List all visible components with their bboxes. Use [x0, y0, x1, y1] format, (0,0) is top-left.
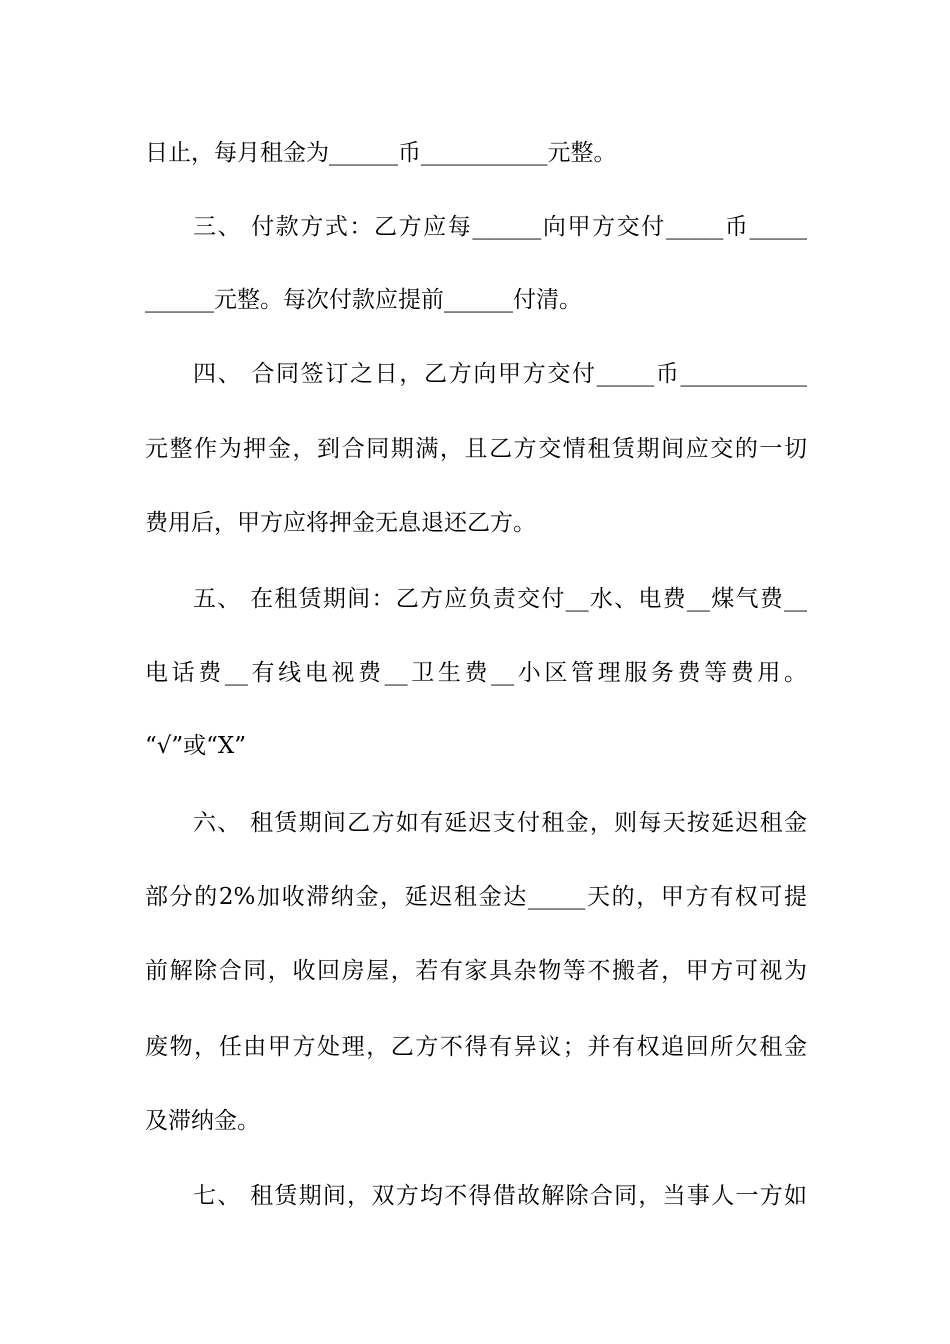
- text-line: 费用后，甲方应将押金无息退还乙方。: [145, 510, 536, 536]
- checkbox-legend: “√”或“X”: [145, 733, 247, 759]
- text-line: 废物，任由甲方处理，乙方不得有异议；并有权追回所欠租金: [145, 1034, 807, 1060]
- clause-5-heading-line: 五、 在租赁期间：乙方应负责交付__水、电费__煤气费__: [193, 586, 807, 612]
- clause-6-heading-line: 六、 租赁期间乙方如有延迟支付租金，则每天按延迟租金: [193, 810, 807, 836]
- clause-7-heading-line: 七、 租赁期间，双方均不得借故解除合同，当事人一方如: [193, 1183, 807, 1209]
- text-line: 部分的2%加收滞纳金，延迟租金达_____天的，甲方有权可提: [145, 884, 807, 910]
- text-line: 前解除合同，收回房屋，若有家具杂物等不搬者，甲方可视为: [145, 958, 807, 984]
- clause-4-heading-line: 四、 合同签订之日，乙方向甲方交付_____币___________: [193, 361, 807, 387]
- text-line: 电话费__有线电视费__卫生费__小区管理服务费等费用。: [145, 660, 807, 686]
- clause-3-heading-line: 三、 付款方式：乙方应每______向甲方交付_____币_____: [193, 214, 807, 240]
- text-line: 日止，每月租金为______币___________元整。: [145, 140, 617, 166]
- text-line: 及滞纳金。: [145, 1108, 260, 1134]
- text-line: ______元整。每次付款应提前______付清。: [145, 287, 582, 313]
- text-line: 元整作为押金，到合同期满，且乙方交情租赁期间应交的一切: [145, 436, 807, 462]
